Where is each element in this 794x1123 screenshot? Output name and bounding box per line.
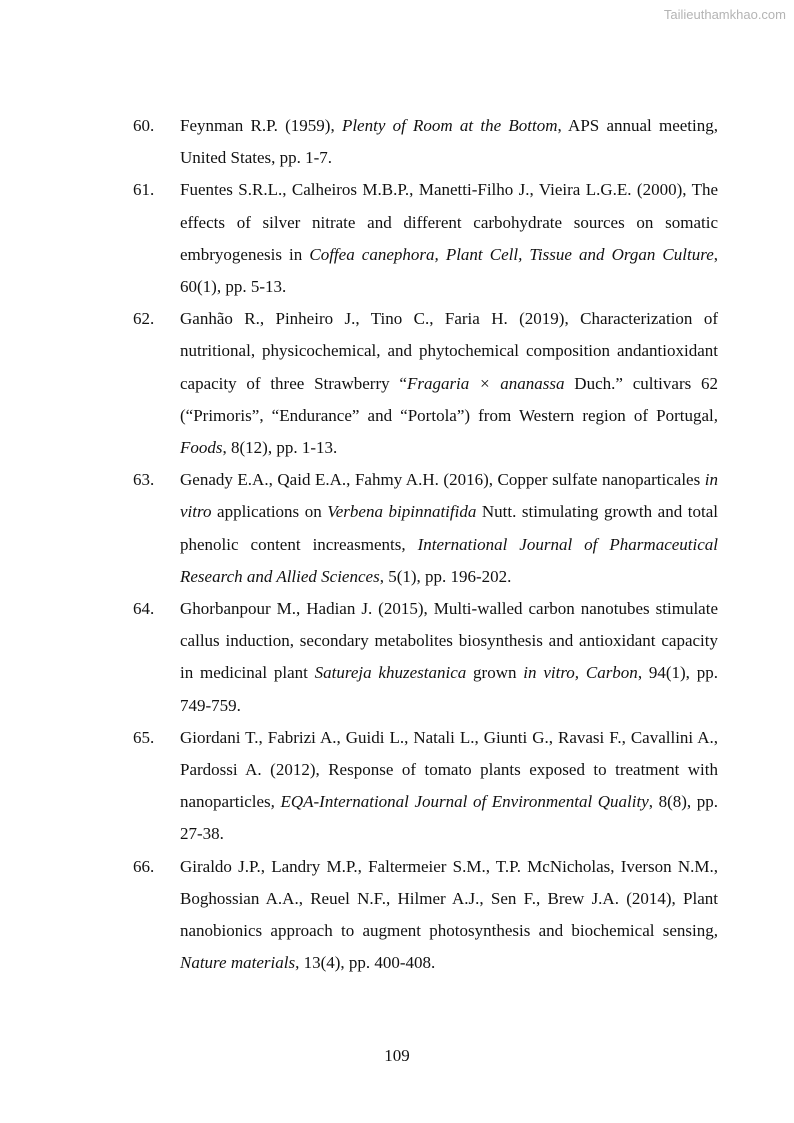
- reference-number: 65.: [133, 727, 155, 747]
- reference-segment: , 60(1), pp. 5-13.: [180, 244, 719, 297]
- reference-text: [180, 464, 718, 593]
- reference-text: [180, 174, 718, 303]
- reference-italic-segment: in vitro, Carbon: [523, 663, 638, 683]
- reference-text: [180, 593, 718, 722]
- page-number: 109: [384, 1046, 410, 1065]
- reference-text: [180, 722, 718, 851]
- reference-segment: Duch.” cultivars 62 (“Primoris”, “Endurance” and “Portola”) from Western region of Portugal: [180, 373, 719, 425]
- reference-segment: Genady E.A., Qaid E.A., Fahmy A.H. (2016), Copper sulfate nanoparticales: [180, 470, 705, 490]
- reference-segment: Nutt. stimulating growth and total phenolic content increasments: [180, 502, 718, 554]
- reference-item: [133, 593, 718, 722]
- reference-item: [133, 851, 718, 980]
- reference-segment: Giraldo J.P., Landry M.P., Faltermeier S.M., T.P. McNicholas, Iverson N.M., Boghossian A.A., Reuel N.F., Hilmer A.J., Sen F., Brew J.A. (2014), Plant nanobionics approach to augment photosynthesis and biochemical sensing: [180, 856, 718, 941]
- reference-item: [133, 722, 718, 851]
- reference-number: 62.: [133, 309, 155, 329]
- reference-italic-segment: , Foods: [180, 405, 718, 458]
- reference-number: 66.: [133, 856, 155, 876]
- reference-segment: grown: [466, 663, 524, 683]
- reference-segment: Feynman R.P. (1959),: [180, 116, 342, 135]
- reference-italic-segment: Coffea canephora, Plant Cell, Tissue and Organ Culture: [309, 244, 714, 264]
- reference-text: [180, 110, 718, 174]
- reference-segment: , 8(8), pp. 27-38.: [180, 792, 718, 844]
- reference-italic-segment: Verbena bipinnatifida: [327, 502, 477, 522]
- reference-segment: applications on: [211, 502, 328, 522]
- reference-item: [133, 464, 718, 593]
- reference-number: 60.: [133, 116, 155, 135]
- reference-segment: , 8(12), pp. 1-13.: [222, 438, 338, 458]
- reference-segment: Ghorbanpour M., Hadian J. (2015), Multi-walled carbon nanotubes stimulate callus induction, secondary metabolites biosynthesis and antioxidant capacity in medicinal plant: [180, 599, 718, 683]
- reference-segment: , APS annual meeting, United States, pp. 1-7.: [180, 116, 719, 168]
- reference-italic-segment: , International Journal of Pharmaceutical Research and Allied Sciences: [180, 534, 718, 586]
- reference-segment: , 13(4), pp. 400-408.: [295, 953, 436, 973]
- reference-italic-segment: , Nature materials: [180, 921, 718, 973]
- reference-italic-segment: Plenty of Room at the Bottom: [341, 116, 558, 135]
- reference-italic-segment: Fragaria × ananassa: [406, 373, 565, 393]
- reference-number: 63.: [133, 470, 155, 490]
- reference-item: [133, 303, 718, 464]
- watermark: Tailieuthamkhao.com: [663, 7, 786, 22]
- reference-segment: Giordani T., Fabrizi A., Guidi L., Natali L., Giunti G., Ravasi F., Cavallini A., Pardossi A. (2012), Response of tomato plants exposed to treatment with nanoparticles: [180, 727, 718, 812]
- reference-list: [133, 110, 718, 979]
- reference-number: 61.: [133, 180, 155, 200]
- reference-item: [133, 110, 718, 174]
- reference-segment: Ganhão R., Pinheiro J., Tino C., Faria H. (2019), Characterization of nutritional, physicochemical, and phytochemical composition andantioxidant capacity of three Strawberry “: [180, 309, 718, 393]
- reference-italic-segment: in vitro: [180, 470, 718, 522]
- reference-text: [180, 851, 718, 980]
- reference-italic-segment: , EQA-International Journal of Environmental Quality: [270, 792, 649, 812]
- reference-text: [180, 303, 718, 464]
- reference-segment: , 5(1), pp. 196-202.: [379, 566, 512, 586]
- reference-italic-segment: Satureja khuzestanica: [314, 663, 467, 683]
- reference-number: 64.: [133, 599, 155, 619]
- reference-item: [133, 174, 718, 303]
- reference-segment: , 94(1), pp. 749-759.: [180, 663, 718, 715]
- reference-segment: Fuentes S.R.L., Calheiros M.B.P., Manetti-Filho J., Vieira L.G.E. (2000), The effects of silver nitrate and different carbohydrate sources on somatic embryogenesis in: [180, 180, 718, 264]
